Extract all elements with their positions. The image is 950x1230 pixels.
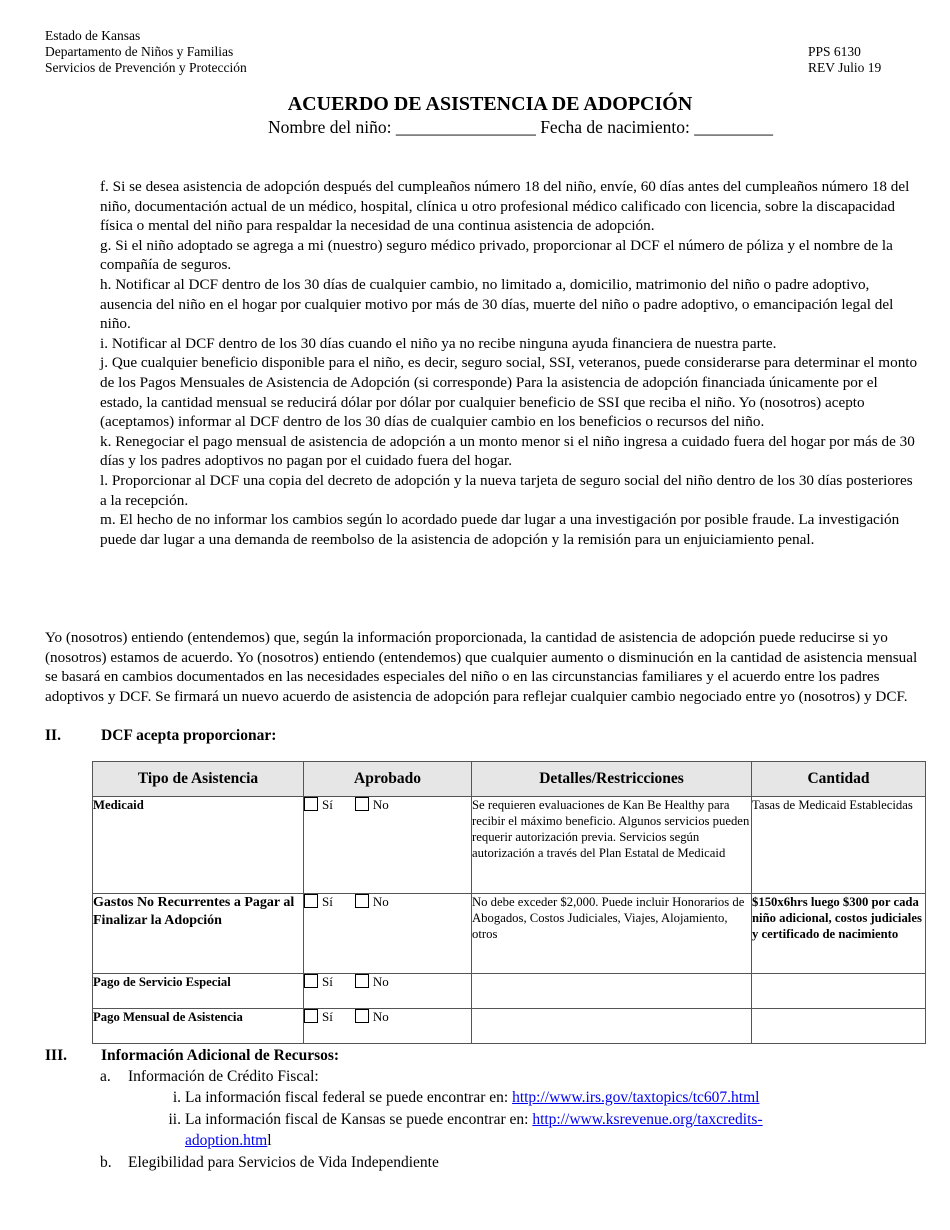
- irs-link[interactable]: http://www.irs.gov/taxtopics/tc607.html: [512, 1089, 760, 1106]
- item-i-marker: i.: [172, 1089, 181, 1106]
- child-info-line: Nombre del niño: ________________ Fecha de nacimiento: _________: [268, 117, 773, 137]
- no-option[interactable]: [355, 894, 389, 910]
- kansas-tax-info: [185, 1109, 763, 1130]
- federal-tax-info: [185, 1087, 759, 1108]
- independent-living-label: Elegibilidad para Servicios de Vida Independiente: [128, 1154, 439, 1171]
- form-revision: REV Julio 19: [808, 60, 882, 75]
- col-header-approved: Aprobado: [304, 762, 472, 797]
- agency-header: [45, 28, 247, 76]
- table-row: [93, 894, 926, 974]
- kansas-tax-text: La información fiscal de Kansas se puede encontrar en:: [185, 1111, 533, 1128]
- yes-label: Sí: [322, 1009, 333, 1024]
- understanding-text: Yo (nosotros) entiendo (entendemos) que, según la información proporcionada, la cantidad de asistencia de adopción puede reducirse si yo (nosotros) estamos de acuerdo. Yo (nosotros) entiendo (entendemos) que cualquier aumento o disminución en la cantidad de asistencia mensual se basará en cambios documentados en las necesidades especiales del niño o en las circunstancias familiares y el acuerdo entre los padres adoptivos y DCF. Se firmará un nuevo acuerdo de asistencia de adopción para reflejar cualquier cambio negociado entre yo (nosotros) y DCF.: [45, 629, 918, 705]
- ksrevenue-link-end[interactable]: adoption.htm: [185, 1132, 268, 1149]
- section-3-title: Información Adicional de Recursos:: [101, 1047, 340, 1064]
- link-tail: l: [267, 1132, 272, 1149]
- kansas-link-continued: [185, 1130, 272, 1151]
- agreement-items: [100, 177, 920, 549]
- header-department: Departamento de Niños y Familias: [45, 44, 234, 59]
- row-type: Pago de Servicio Especial: [93, 974, 304, 1009]
- approval-options: [304, 797, 472, 894]
- yes-option[interactable]: [304, 974, 333, 990]
- row-amount: Tasas de Medicaid Establecidas: [752, 797, 926, 894]
- no-option[interactable]: [355, 797, 389, 813]
- header-division: Servicios de Prevención y Protección: [45, 60, 247, 75]
- yes-label: Sí: [322, 974, 333, 989]
- row-type: Medicaid: [93, 797, 304, 894]
- no-label: No: [372, 797, 389, 812]
- yes-checkbox[interactable]: [304, 974, 318, 988]
- row-details: Se requieren evaluaciones de Kan Be Healthy para recibir el máximo beneficio. Algunos servicios pueden requerir autorización previa. Servicios según autorización a través del Plan Estatal de Medicaid: [472, 797, 752, 894]
- row-details[interactable]: [472, 1009, 752, 1044]
- section-3-number: III.: [45, 1047, 67, 1064]
- yes-checkbox[interactable]: [304, 797, 318, 811]
- item-g: g. Si el niño adoptado se agrega a mi (nuestro) seguro médico privado, proporcionar al DCF el número de póliza y el nombre de la compañía de seguros.: [100, 236, 893, 274]
- yes-checkbox[interactable]: [304, 894, 318, 908]
- item-f: f. Si se desea asistencia de adopción después del cumpleaños número 18 del niño, envíe, 60 días antes del cumpleaños número 18 del niño, documentación actual de un médico, hospital, clínica u otro profesional médico calificado con licencia, sobre la discapacidad física o mental del niño para respaldar la necesidad de una continua asistencia de adopción.: [100, 178, 910, 235]
- item-h: h. Notificar al DCF dentro de los 30 días de cualquier cambio, no limitado a, domicilio, matrimonio del niño o padre adoptivo, ausencia del niño en el hogar por cualquier motivo por más de 30 días, muerte del niño o padre adoptivo, o emancipación legal del niño.: [100, 275, 894, 333]
- tax-credit-label: Información de Crédito Fiscal:: [128, 1068, 319, 1085]
- col-header-details: Detalles/Restricciones: [472, 762, 752, 797]
- section-2-title: DCF acepta proporcionar:: [101, 727, 277, 744]
- item-b-marker: b.: [100, 1154, 112, 1171]
- table-row: [93, 797, 926, 894]
- understanding-paragraph: [45, 628, 920, 706]
- approval-options: [304, 894, 472, 974]
- item-k: k. Renegociar el pago mensual de asistencia de adopción a un monto menor si el niño ingresa a cuidado fuera del hogar por más de 30 días y los padres adoptivos no pagan por el cuidado fuera del hogar.: [100, 432, 915, 470]
- header-state: Estado de Kansas: [45, 28, 141, 43]
- federal-tax-text: La información fiscal federal se puede encontrar en:: [185, 1089, 513, 1106]
- no-checkbox[interactable]: [355, 797, 369, 811]
- table-header-row: [93, 762, 926, 797]
- item-a-marker: a.: [100, 1068, 111, 1085]
- section-3: [45, 1045, 925, 1185]
- row-details: No debe exceder $2,000. Puede incluir Honorarios de Abogados, Costos Judiciales, Viajes, Alojamiento, otros: [472, 894, 752, 974]
- row-type: Gastos No Recurrentes a Pagar al Finalizar la Adopción: [93, 894, 304, 974]
- yes-option[interactable]: [304, 894, 333, 910]
- page-title: ACUERDO DE ASISTENCIA DE ADOPCIÓN: [287, 93, 693, 115]
- no-checkbox[interactable]: [355, 1009, 369, 1023]
- form-number: PPS 6130: [808, 44, 861, 59]
- table-row: [93, 974, 926, 1009]
- row-type: Pago Mensual de Asistencia: [93, 1009, 304, 1044]
- no-option[interactable]: [355, 1009, 389, 1025]
- approval-options: [304, 1009, 472, 1044]
- approval-options: [304, 974, 472, 1009]
- yes-option[interactable]: [304, 1009, 333, 1025]
- section-2-number: II.: [45, 727, 61, 744]
- row-amount[interactable]: [752, 1009, 926, 1044]
- item-i: i. Notificar al DCF dentro de los 30 días cuando el niño ya no recibe ninguna ayuda financiera de nuestra parte.: [100, 334, 777, 352]
- no-option[interactable]: [355, 974, 389, 990]
- assistance-table: [92, 761, 926, 1044]
- yes-label: Sí: [322, 797, 333, 812]
- yes-label: Sí: [322, 894, 333, 909]
- col-header-amount: Cantidad: [752, 762, 926, 797]
- table-row: [93, 1009, 926, 1044]
- item-j: j. Que cualquier beneficio disponible para el niño, es decir, seguro social, SSI, veteranos, puede considerarse para determinar el monto de los Pagos Mensuales de Asistencia de Adopción (si corresponde) Para la asistencia de adopción financiada únicamente por el estado, la cantidad mensual se reducirá dólar por dólar por cualquier beneficio de SSI que reciba el niño. Yo (nosotros) acepto (aceptamos) informar al DCF dentro de los 30 días de cualquier cambio en los beneficios o recursos del niño.: [100, 354, 918, 431]
- ksrevenue-link[interactable]: http://www.ksrevenue.org/taxcredits-: [532, 1111, 763, 1128]
- row-amount[interactable]: [752, 974, 926, 1009]
- row-details[interactable]: [472, 974, 752, 1009]
- item-ii-marker: ii.: [168, 1111, 181, 1128]
- no-checkbox[interactable]: [355, 894, 369, 908]
- no-label: No: [372, 894, 389, 909]
- col-header-type: Tipo de Asistencia: [93, 762, 304, 797]
- no-label: No: [372, 1009, 389, 1024]
- item-l: l. Proporcionar al DCF una copia del decreto de adopción y la nueva tarjeta de seguro social del niño dentro de los 30 días posteriores a la recepción.: [100, 471, 913, 509]
- form-id-header: [808, 44, 881, 76]
- row-amount: $150x6hrs luego $300 por cada niño adicional, costos judiciales y certificado de nacimiento: [752, 894, 926, 974]
- yes-option[interactable]: [304, 797, 333, 813]
- item-m: m. El hecho de no informar los cambios según lo acordado puede dar lugar a una investigación por posible fraude. La investigación puede dar lugar a una demanda de reembolso de la asistencia de adopción y la remisión para un enjuiciamiento penal.: [100, 511, 900, 548]
- yes-checkbox[interactable]: [304, 1009, 318, 1023]
- no-label: No: [372, 974, 389, 989]
- no-checkbox[interactable]: [355, 974, 369, 988]
